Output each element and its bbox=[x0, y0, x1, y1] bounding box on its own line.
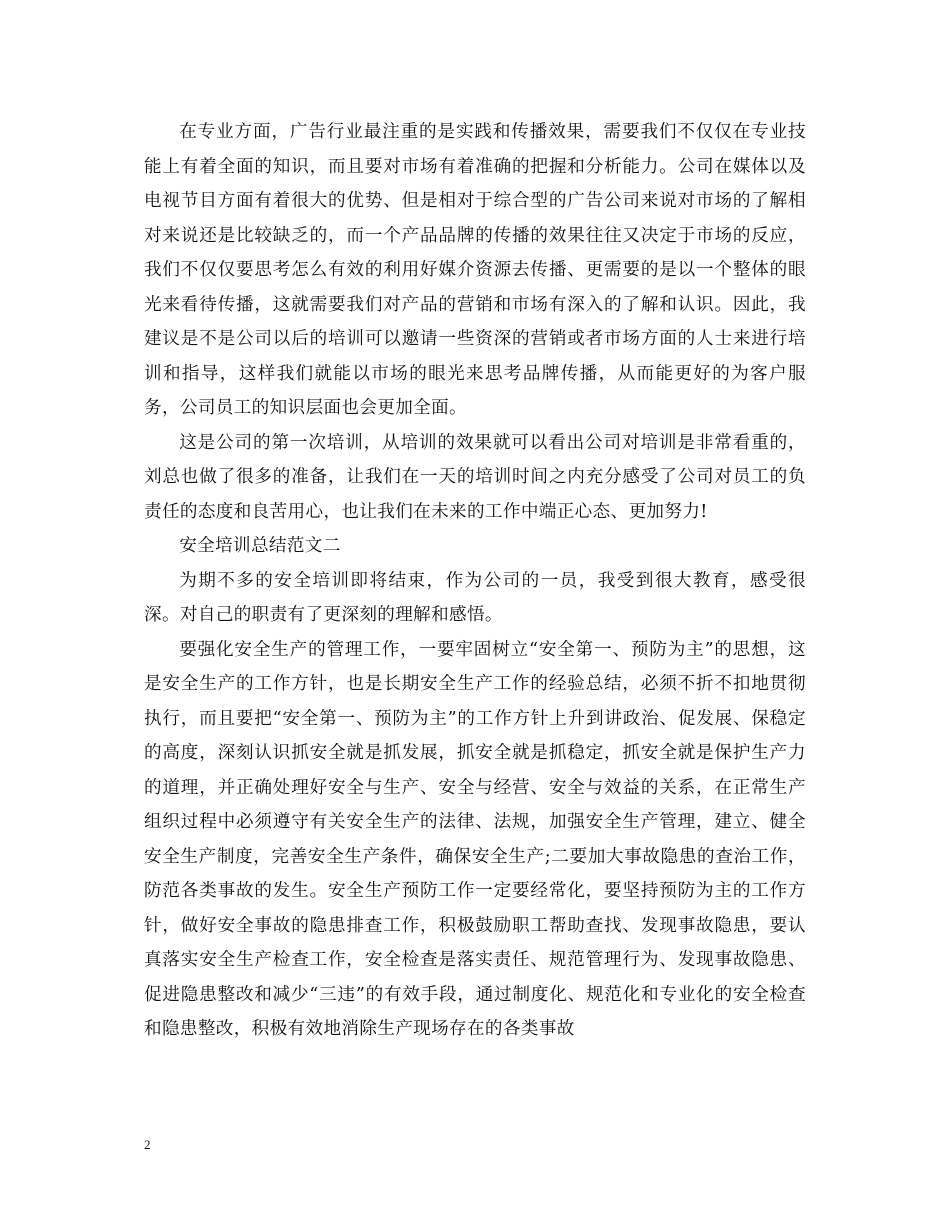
paragraph-first-training: 这是公司的第一次培训，从培训的效果就可以看出公司对培训是非常看重的，刘总也做了很多的准备，让我们在一天的培训时间之内充分感受了公司对员工的负责任的态度和良苦用心，也让我们在未来的工作中端正心态、更加努力! bbox=[144, 432, 806, 522]
page-number: 2 bbox=[144, 1137, 151, 1152]
paragraph-professional-aspect: 在专业方面，广告行业最注重的是实践和传播效果，需要我们不仅仅在专业技能上有着全面的知识，而且要对市场有着准确的把握和分析能力。公司在媒体以及电视节目方面有着很大的优势、但是相对于综合型的广告公司来说对市场的了解相对来说还是比较缺乏的，而一个产品品牌的传播的效果往往又决定于市场的反应，我们不仅仅要思考怎么有效的利用好媒介资源去传播、更需要的是以一个整体的眼光来看待传播，这就需要我们对产品的营销和市场有深入的了解和认识。因此，我建议是不是公司以后的培训可以邀请一些资深的营销或者市场方面的人士来进行培训和指导，这样我们就能以市场的眼光来思考品牌传播，从而能更好的为客户服务，公司员工的知识层面也会更加全面。 bbox=[144, 122, 806, 418]
paragraph-safety-management: 要强化安全生产的管理工作，一要牢固树立“安全第一、预防为主”的思想，这是安全生产的工作方针，也是长期安全生产工作的经验总结，必须不折不扣地贯彻执行，而且要把“安全第一、预防为主”的工作方针上升到讲政治、促发展、保稳定的高度，深刻认识抓安全就是抓发展，抓安全就是抓稳定，抓安全就是保护生产力的道理，并正确处理好安全与生产、安全与经营、安全与效益的关系，在正常生产组织过程中必须遵守有关安全生产的法律、法规，加强安全生产管理，建立、健全安全生产制度，完善安全生产条件，确保安全生产;二要加大事故隐患的查治工作，防范各类事故的发生。安全生产预防工作一定要经常化，要坚持预防为主的工作方针，做好安全事故的隐患排查工作，积极鼓励职工帮助查找、发现事故隐患，要认真落实安全生产检查工作，安全检查是落实责任、规范管理行为、发现事故隐患、促进隐患整改和减少“三违”的有效手段，通过制度化、规范化和专业化的安全检查和隐患整改，积极有效地消除生产现场存在的各类事故 bbox=[144, 639, 806, 1039]
paragraph-safety-intro: 为期不多的安全培训即将结束，作为公司的一员，我受到很大教育，感受很深。对自己的职责有了更深刻的理解和感悟。 bbox=[144, 570, 806, 625]
document-body bbox=[144, 115, 806, 1047]
section-heading: 安全培训总结范文二 bbox=[179, 536, 341, 556]
